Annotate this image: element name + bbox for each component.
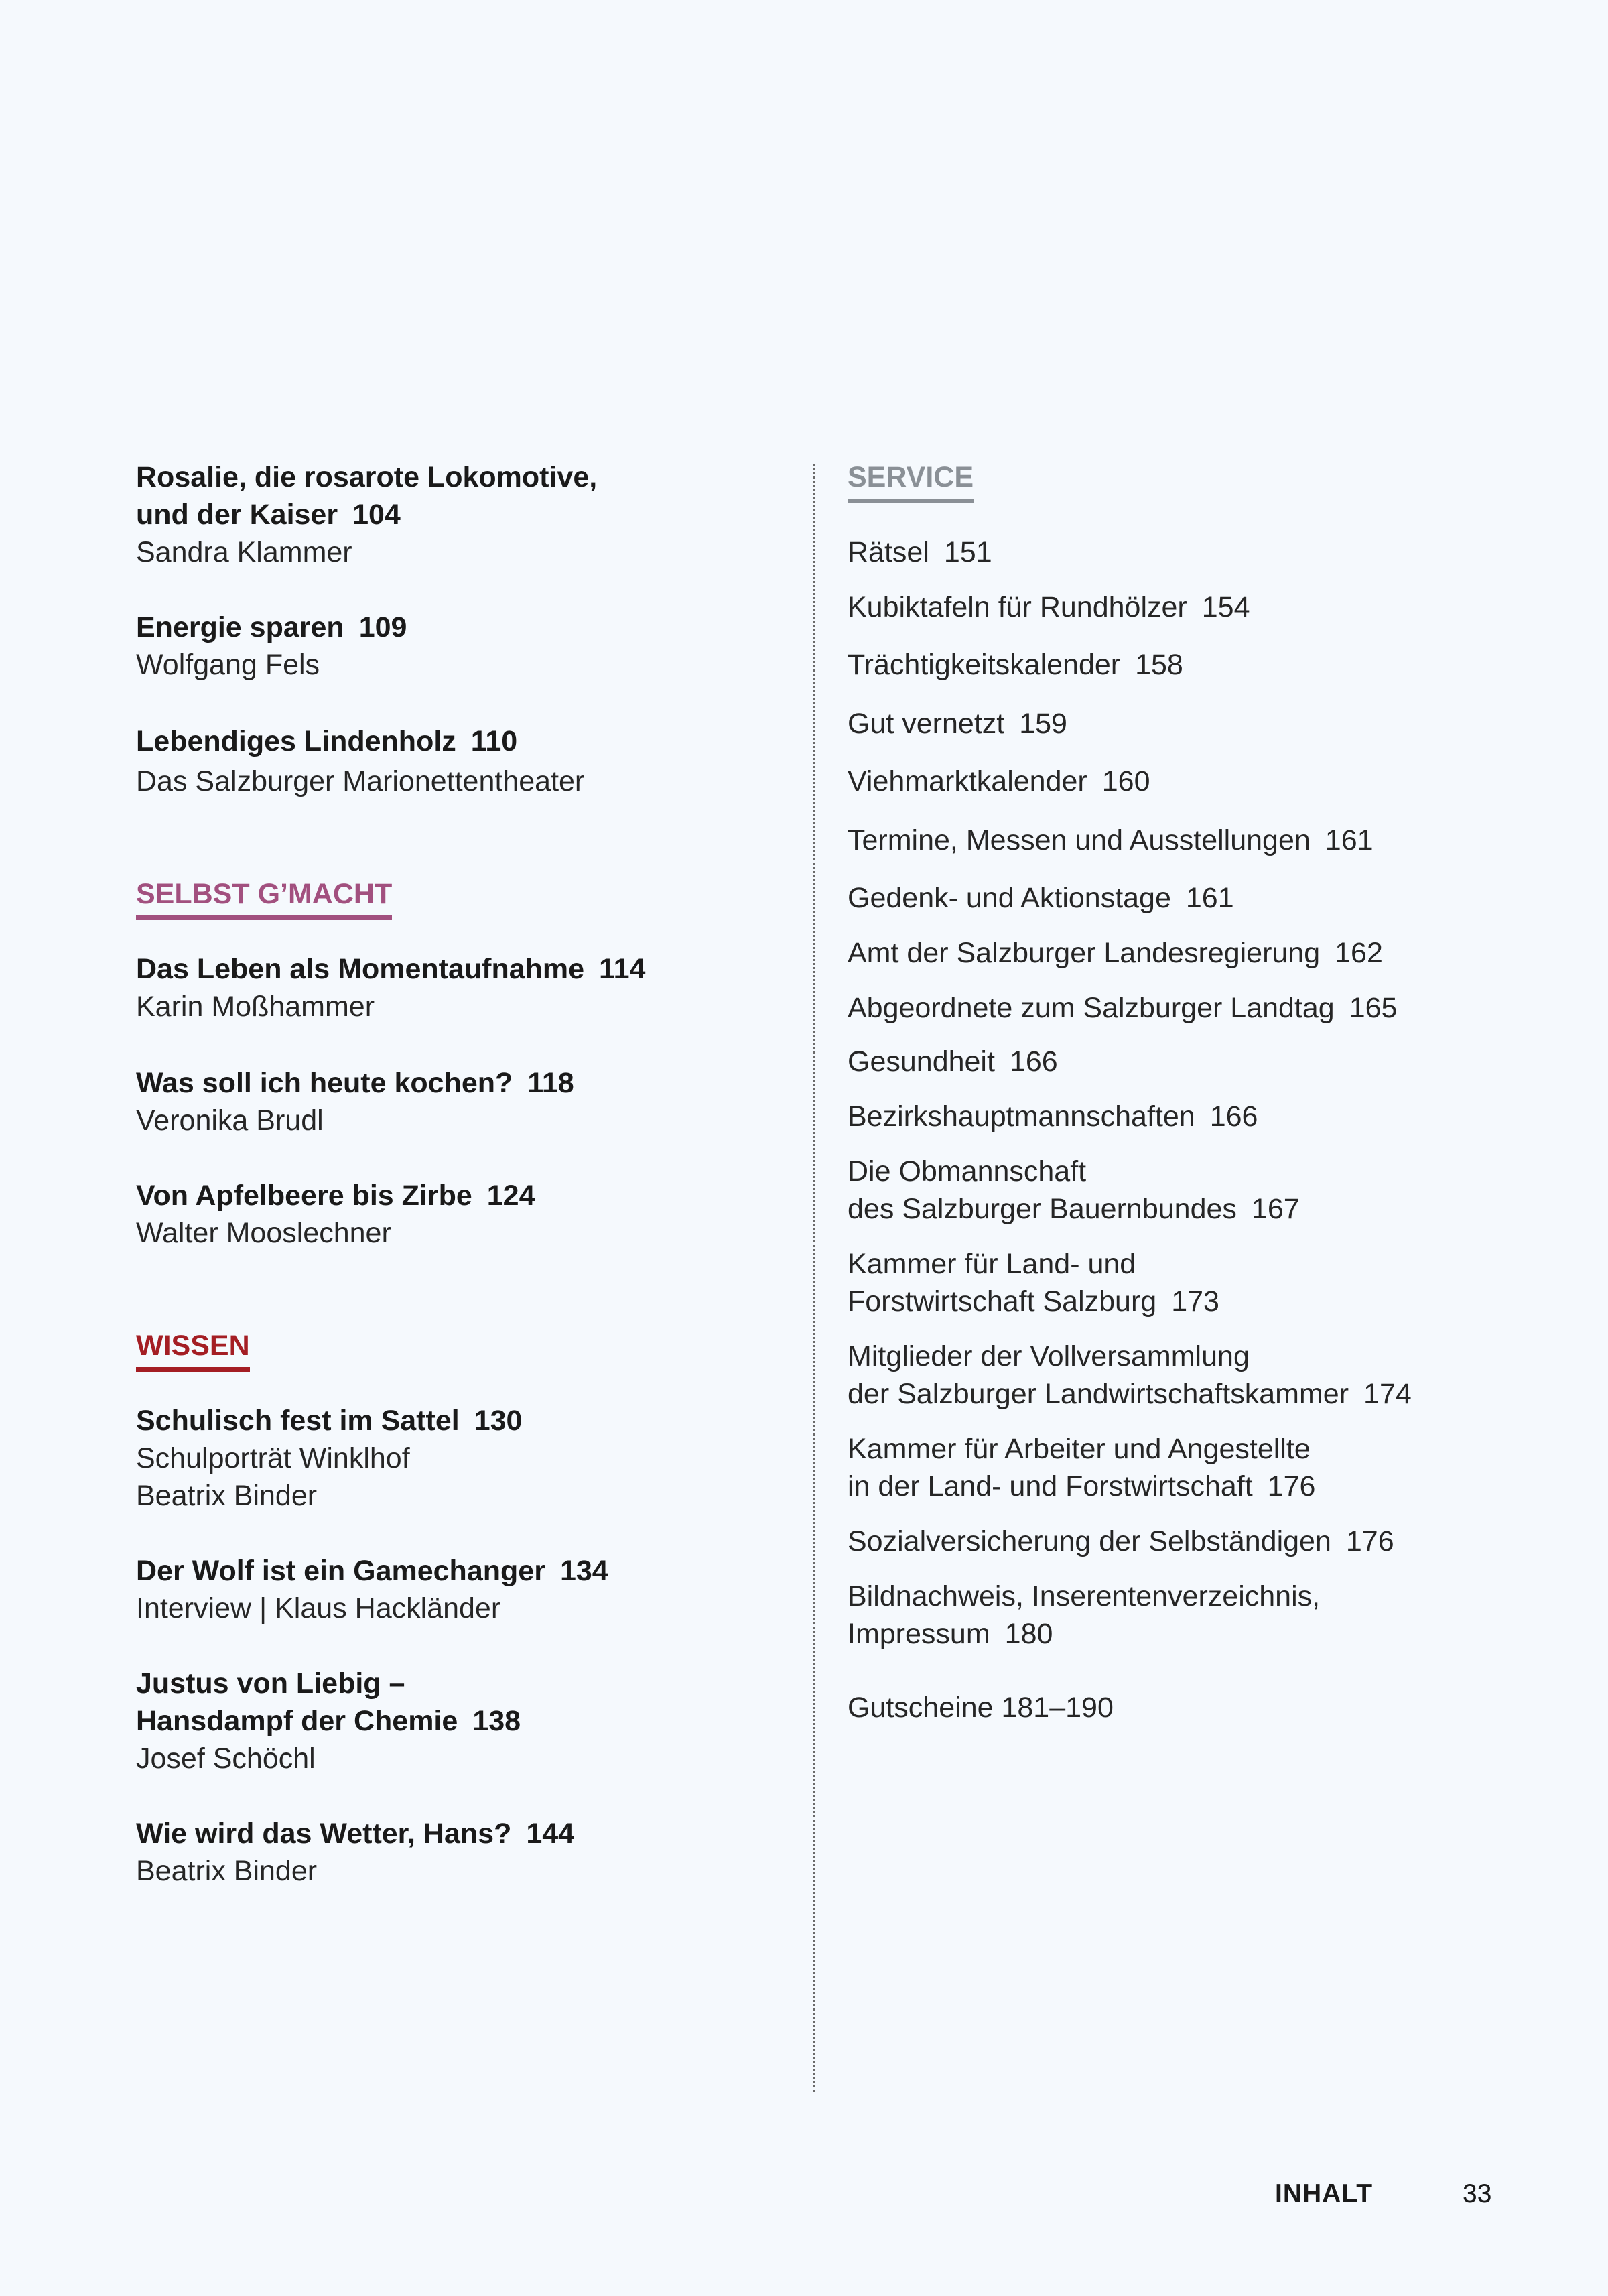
toc-entry-title-text: Der Wolf ist ein Gamechanger (136, 1555, 545, 1587)
toc-entry-title[interactable] (136, 1064, 574, 1102)
toc-entry-title-text: Gedenk- und Aktionstage (848, 882, 1171, 914)
toc-entry-page: 151 (943, 536, 992, 568)
toc-entry-page: 159 (1019, 708, 1067, 740)
toc-service-entry[interactable]: Mitglieder der Vollversammlung (848, 1340, 1250, 1373)
toc-entry-title[interactable]: Justus von Liebig – (136, 1667, 405, 1700)
toc-entry-title-text: Gesundheit (848, 1045, 995, 1078)
toc-service-entry[interactable] (848, 1615, 1053, 1653)
toc-entry-title-text: Das Leben als Momentaufnahme (136, 953, 585, 985)
toc-service-entry[interactable] (848, 934, 1383, 972)
toc-entry-page: 162 (1335, 937, 1383, 969)
toc-entry-page: 161 (1185, 882, 1234, 914)
toc-entry-title-text: Gut vernetzt (848, 708, 1005, 740)
toc-service-entry[interactable]: Kammer für Arbeiter und Angestellte (848, 1433, 1311, 1465)
toc-entry-title-text: Was soll ich heute kochen? (136, 1067, 513, 1099)
toc-entry-page: 130 (474, 1405, 523, 1437)
toc-entry-title[interactable] (136, 1552, 608, 1590)
toc-entry-author: Interview | Klaus Hackländer (136, 1592, 501, 1624)
toc-service-entry[interactable] (848, 588, 1250, 626)
column-divider (813, 464, 815, 2092)
toc-service-entry[interactable] (848, 989, 1397, 1027)
toc-entry-title-text: Abgeordnete zum Salzburger Landtag (848, 992, 1335, 1024)
toc-entry-page: 114 (599, 953, 646, 985)
toc-entry-page: 161 (1325, 824, 1374, 856)
toc-service-entry[interactable] (848, 1375, 1412, 1413)
toc-entry-title[interactable] (136, 1702, 521, 1740)
toc-entry-title-text: Amt der Salzburger Landesregierung (848, 937, 1321, 969)
toc-service-entry[interactable]: Bildnachweis, Inserentenverzeichnis, (848, 1580, 1321, 1612)
toc-service-entry[interactable] (848, 1098, 1258, 1135)
toc-service-entry[interactable] (848, 1523, 1394, 1560)
toc-entry-page: 118 (527, 1067, 574, 1099)
section-heading-service: SERVICE (848, 458, 974, 503)
toc-entry-author: Veronika Brudl (136, 1104, 324, 1137)
toc-entry-author: Schulporträt Winklhof (136, 1442, 410, 1474)
toc-entry-author: Walter Mooslechner (136, 1217, 391, 1249)
toc-entry-page: 173 (1171, 1285, 1219, 1318)
toc-entry-title[interactable] (136, 950, 645, 988)
toc-entry-title-text: Lebendiges Lindenholz (136, 725, 456, 757)
toc-entry-title[interactable] (136, 1177, 535, 1214)
toc-entry-title-text: Trächtigkeitskalender (848, 649, 1121, 681)
toc-entry-title-text: Von Apfelbeere bis Zirbe (136, 1179, 472, 1212)
toc-entry-page: 165 (1349, 992, 1398, 1024)
toc-service-entry[interactable] (848, 763, 1150, 800)
toc-entry-title-text: Forstwirtschaft Salzburg (848, 1285, 1157, 1318)
toc-entry-page: 160 (1101, 765, 1150, 798)
toc-entry-title-text: Viehmarktkalender (848, 765, 1087, 798)
toc-entry-title-text: Bezirkshauptmannschaften (848, 1100, 1195, 1133)
toc-service-entry[interactable] (848, 822, 1374, 859)
toc-entry-title[interactable]: Rosalie, die rosarote Lokomotive, (136, 461, 598, 493)
toc-entry-author: Beatrix Binder (136, 1855, 318, 1887)
toc-entry-title-text: Wie wird das Wetter, Hans? (136, 1817, 512, 1850)
toc-service-entry[interactable] (848, 1043, 1058, 1080)
toc-entry-title-text: Hansdampf der Chemie (136, 1705, 458, 1737)
toc-entry-author: Sandra Klammer (136, 536, 352, 568)
toc-entry-author: Beatrix Binder (136, 1480, 318, 1512)
toc-entry-title[interactable] (136, 609, 407, 646)
toc-entry-page: 134 (559, 1555, 608, 1587)
section-heading-wissen: WISSEN (136, 1327, 250, 1372)
toc-entry-author: Das Salzburger Marionettentheater (136, 765, 585, 798)
toc-service-entry[interactable] (848, 533, 992, 571)
footer-page-number: 33 (1463, 2179, 1492, 2208)
toc-service-entry[interactable] (848, 1190, 1300, 1228)
toc-entry-page: 180 (1004, 1618, 1053, 1650)
toc-entry-author: Josef Schöchl (136, 1742, 316, 1775)
footer-section-label: INHALT (1275, 2179, 1374, 2208)
toc-service-entry[interactable] (848, 1468, 1315, 1505)
toc-entry-page: 167 (1251, 1193, 1300, 1225)
toc-entry-page: 176 (1345, 1525, 1394, 1557)
toc-entry-title-text: Sozialversicherung der Selbständigen (848, 1525, 1331, 1557)
toc-entry-title[interactable] (136, 496, 401, 533)
toc-entry-page: 174 (1363, 1378, 1412, 1410)
toc-service-entry[interactable] (848, 705, 1067, 743)
toc-entry-page: 166 (1209, 1100, 1258, 1133)
toc-entry-title-text: Schulisch fest im Sattel (136, 1405, 460, 1437)
toc-entry-title[interactable] (136, 1815, 574, 1852)
toc-entry-author: Wolfgang Fels (136, 649, 320, 681)
toc-entry-page: 158 (1135, 649, 1183, 681)
section-heading-selbst-gmacht: SELBST G’MACHT (136, 875, 392, 920)
toc-service-entry[interactable] (848, 879, 1234, 917)
toc-entry-page: 109 (358, 611, 407, 643)
toc-entry-title-text: Impressum (848, 1618, 990, 1650)
toc-entry-page: 104 (352, 499, 401, 531)
toc-entry-title-text: des Salzburger Bauernbundes (848, 1193, 1237, 1225)
toc-entry-page: 124 (486, 1179, 535, 1212)
toc-entry-page: 144 (526, 1817, 575, 1850)
toc-entry-page: 154 (1201, 591, 1250, 623)
toc-entry-title-text: Rätsel (848, 536, 929, 568)
toc-service-entry[interactable] (848, 1283, 1219, 1320)
toc-entry-page: 138 (472, 1705, 521, 1737)
toc-entry-title-text: in der Land- und Forstwirtschaft (848, 1470, 1253, 1503)
toc-entry-author: Karin Moßhammer (136, 991, 375, 1023)
toc-entry-title[interactable] (136, 722, 517, 760)
toc-entry-title-text: und der Kaiser (136, 499, 338, 531)
toc-entry-title-text: Energie sparen (136, 611, 344, 643)
toc-entry-title-text: Kubiktafeln für Rundhölzer (848, 591, 1187, 623)
toc-service-entry[interactable]: Gutscheine 181–190 (848, 1692, 1114, 1724)
toc-entry-title[interactable] (136, 1402, 522, 1440)
toc-service-entry[interactable]: Die Obmannschaft (848, 1155, 1087, 1188)
toc-entry-page: 110 (470, 725, 518, 757)
toc-entry-page: 176 (1267, 1470, 1316, 1503)
toc-entry-title-text: der Salzburger Landwirtschaftskammer (848, 1378, 1349, 1410)
toc-entry-page: 166 (1009, 1045, 1058, 1078)
toc-service-entry[interactable]: Kammer für Land- und (848, 1248, 1136, 1280)
toc-service-entry[interactable] (848, 646, 1183, 684)
toc-entry-title-text: Termine, Messen und Ausstellungen (848, 824, 1311, 856)
